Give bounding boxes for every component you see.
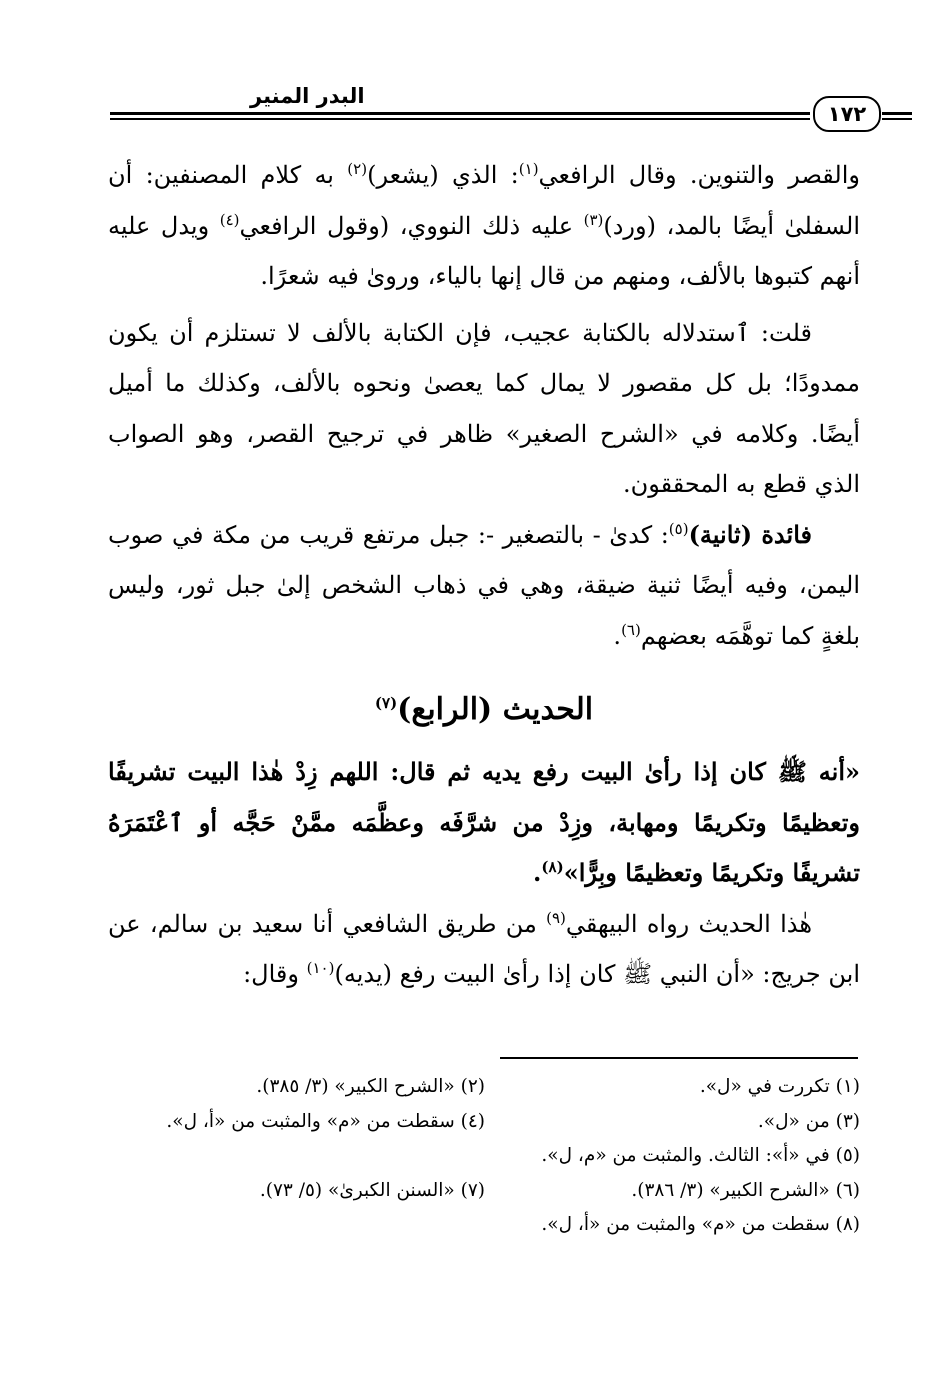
footnote-ref: (٥)	[668, 519, 689, 538]
text-run: ويدل عليه أنهم كتبوها بالألف، ومنهم من قال إنها بالياء، وروىٰ فيه شعرًا.	[108, 211, 860, 290]
footnote-ref: (٣)	[583, 210, 604, 229]
text-run: .	[533, 858, 542, 887]
paragraph-1	[108, 150, 860, 302]
footnote-ref: (١٠)	[306, 959, 335, 977]
text-run: به كلام المصنفين: أن السفلىٰ أيضًا بالمد، (ورد)	[108, 161, 860, 240]
text-run: عليه ذلك النووي، (وقول الرافعي	[239, 211, 584, 240]
footnote-7: (٧) «السنن الكبرىٰ» (٥/ ٧٣).	[259, 1179, 485, 1201]
text-run: : الذي (يشعر)	[367, 161, 519, 189]
header-rule-thin	[110, 118, 810, 120]
text-run: والقصر والتنوين. وقال الرافعي	[538, 161, 860, 189]
text-run: هٰذا الحديث رواه البيهقي	[565, 909, 812, 938]
header-rule-tail	[882, 112, 912, 115]
footnote-2: (٢) «الشرح الكبير» (٣/ ٣٨٥).	[256, 1076, 485, 1097]
footnote-5: (٥) في «أ»: الثالث. والمثبت من «م، ل».	[541, 1145, 860, 1166]
paragraph-3	[108, 510, 860, 662]
section-heading	[108, 687, 860, 733]
footnote-row	[110, 1105, 860, 1140]
hadith-text	[108, 747, 860, 899]
footnote-ref: (١)	[518, 160, 539, 178]
text-run: وقال:	[243, 960, 307, 988]
footnote-ref: (٦)	[621, 620, 641, 639]
footnote-ref: (٩)	[546, 908, 566, 927]
book-title: البدر المنير	[250, 84, 365, 108]
footnote-3: (٣) من «ل».	[757, 1110, 860, 1132]
footnote-ref: (٨)	[541, 858, 564, 876]
footnote-row	[110, 1174, 860, 1209]
page-number: ١٧٢	[813, 96, 881, 132]
footnotes	[110, 1070, 860, 1243]
header-rule-tail-thin	[882, 118, 912, 120]
text-run: من طريق الشافعي أنا سعيد بن سالم، عن ابن جريج: «أن النبي ﷺ كان إذا رأىٰ البيت رفع (يديه)	[108, 909, 860, 988]
footnote-row	[110, 1070, 860, 1105]
text-run: .	[613, 621, 622, 650]
header-rule-thick	[110, 112, 810, 115]
footnote-ref: (٤)	[219, 210, 240, 229]
footnote-4: (٤) سقطت من «م» والمثبت من «أ، ل».	[166, 1110, 485, 1132]
benefit-label: فائدة (ثانية)	[688, 519, 812, 549]
footnote-separator	[500, 1057, 858, 1059]
heading-text: الحديث (الرابع)	[397, 692, 594, 727]
text-run: «أنه ﷺ كان إذا رأىٰ البيت رفع يديه ثم قال: اللهم زِدْ هٰذا البيت تشريفًا وتعظيمًا وتكريمًا ومهابة، وزِدْ من شرَّفَه وعظَّمَه ممَّنْ حَجَّه أو ٱعْتَمَرَهُ تشريفًا وتكريمًا وتعظيمًا وبِرًّا»	[108, 757, 860, 887]
footnote-1: (١) تكررت في «ل».	[699, 1076, 860, 1097]
page-header	[110, 82, 867, 127]
footnote-8: (٨) سقطت من «م» والمثبت من «أ، ل».	[541, 1214, 860, 1235]
text-run: : كدىٰ - بالتصغير -: جبل مرتفع قريب من مكة في صوب اليمن، وفيه أيضًا ثنية ضيقة، وهي في ذهاب الشخص إلىٰ جبل ثور، وليس بلغةٍ كما توهَّمَه بعضهم	[108, 520, 860, 650]
paragraph-4	[108, 899, 860, 1000]
footnote-ref: (٢)	[347, 160, 368, 178]
footnote-ref: (٧)	[374, 694, 398, 712]
main-text	[108, 150, 860, 1000]
paragraph-2: قلت: ٱستدلاله بالكتابة عجيب، فإن الكتابة بالألف لا تستلزم أن يكون ممدودًا؛ بل كل مقصور لا يمال كما يعصىٰ ونحوه بالألف، وكذلك ما أميل أيضًا. وكلامه في «الشرح الصغير» ظاهر في ترجيح القصر، وهو الصواب الذي قطع به المحققون.	[108, 318, 860, 498]
footnote-6: (٦) «الشرح الكبير» (٣/ ٣٨٦).	[631, 1179, 860, 1201]
